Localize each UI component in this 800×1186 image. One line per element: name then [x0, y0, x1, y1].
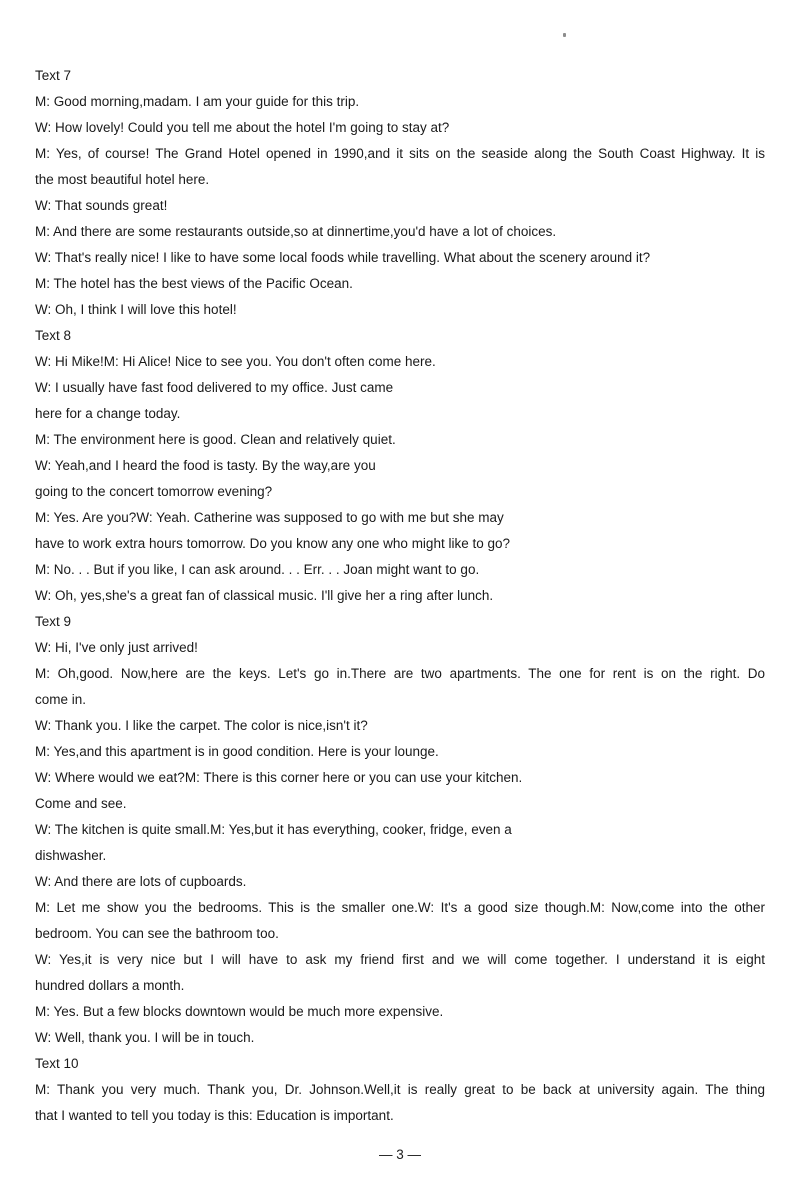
transcript-line: Come and see.: [35, 796, 127, 811]
transcript-line: M: The environment here is good. Clean and relatively quiet.: [35, 432, 396, 447]
transcript-line: that I wanted to tell you today is this: Education is important.: [35, 1108, 394, 1123]
transcript-line: W: Hi, I've only just arrived!: [35, 640, 198, 655]
transcript-line: the most beautiful hotel here.: [35, 172, 210, 187]
transcript: [35, 63, 765, 1129]
transcript-line: going to the concert tomorrow evening?: [35, 484, 273, 499]
transcript-line: have to work extra hours tomorrow. Do you know any one who might like to go?: [35, 536, 510, 551]
transcript-line: W: I usually have fast food delivered to my office. Just came: [35, 380, 394, 395]
transcript-line: W: Thank you. I like the carpet. The color is nice,isn't it?: [35, 718, 368, 733]
transcript-line: W: Oh, yes,she's a great fan of classical music. I'll give her a ring after lunch.: [35, 588, 494, 603]
print-speck: [563, 33, 566, 37]
transcript-line: M: Yes, of course! The Grand Hotel opened in 1990,and it sits on the seaside along the South Coast Highway. It is: [35, 146, 765, 161]
transcript-line: bedroom. You can see the bathroom too.: [35, 926, 279, 941]
transcript-line: W: And there are lots of cupboards.: [35, 874, 247, 889]
transcript-line: M: Oh,good. Now,here are the keys. Let's go in.There are two apartments. The one for rent is on the right. Do: [35, 666, 765, 681]
transcript-line: M: No. . . But if you like, I can ask around. . . Err. . . Joan might want to go.: [35, 562, 480, 577]
transcript-line: W: Oh, I think I will love this hotel!: [35, 302, 237, 317]
transcript-line: hundred dollars a month.: [35, 978, 185, 993]
transcript-line: M: Thank you very much. Thank you, Dr. Johnson.Well,it is really great to be back at university again. The thing: [35, 1082, 765, 1097]
transcript-line: Text 9: [35, 614, 72, 629]
transcript-line: Text 7: [35, 68, 72, 83]
transcript-line: W: Yes,it is very nice but I will have to ask my friend first and we will come together. I understand it is eight: [35, 952, 765, 967]
transcript-line: M: Yes. Are you?W: Yeah. Catherine was supposed to go with me but she may: [35, 510, 504, 525]
transcript-line: W: How lovely! Could you tell me about the hotel I'm going to stay at?: [35, 120, 450, 135]
transcript-line: M: Yes,and this apartment is in good condition. Here is your lounge.: [35, 744, 439, 759]
transcript-line: W: That sounds great!: [35, 198, 168, 213]
transcript-line: dishwasher.: [35, 848, 107, 863]
transcript-line: W: Where would we eat?M: There is this corner here or you can use your kitchen.: [35, 770, 523, 785]
transcript-line: come in.: [35, 692, 87, 707]
transcript-line: Text 8: [35, 328, 72, 343]
transcript-line: M: Good morning,madam. I am your guide for this trip.: [35, 94, 360, 109]
transcript-line: M: Let me show you the bedrooms. This is the smaller one.W: It's a good size though.M: Now,come into the other: [35, 900, 765, 915]
page-number: — 3 —: [378, 1147, 421, 1162]
transcript-line: W: Yeah,and I heard the food is tasty. By the way,are you: [35, 458, 376, 473]
transcript-line: W: Well, thank you. I will be in touch.: [35, 1030, 255, 1045]
transcript-line: Text 10: [35, 1056, 79, 1071]
transcript-line: W: Hi Mike!M: Hi Alice! Nice to see you. You don't often come here.: [35, 354, 436, 369]
transcript-line: W: That's really nice! I like to have some local foods while travelling. What about the scenery around it?: [35, 250, 651, 265]
transcript-line: M: The hotel has the best views of the Pacific Ocean.: [35, 276, 353, 291]
transcript-line: M: Yes. But a few blocks downtown would be much more expensive.: [35, 1004, 444, 1019]
transcript-line: W: The kitchen is quite small.M: Yes,but it has everything, cooker, fridge, even a: [35, 822, 512, 837]
transcript-line: here for a change today.: [35, 406, 181, 421]
transcript-line: M: And there are some restaurants outside,so at dinnertime,you'd have a lot of choices.: [35, 224, 557, 239]
